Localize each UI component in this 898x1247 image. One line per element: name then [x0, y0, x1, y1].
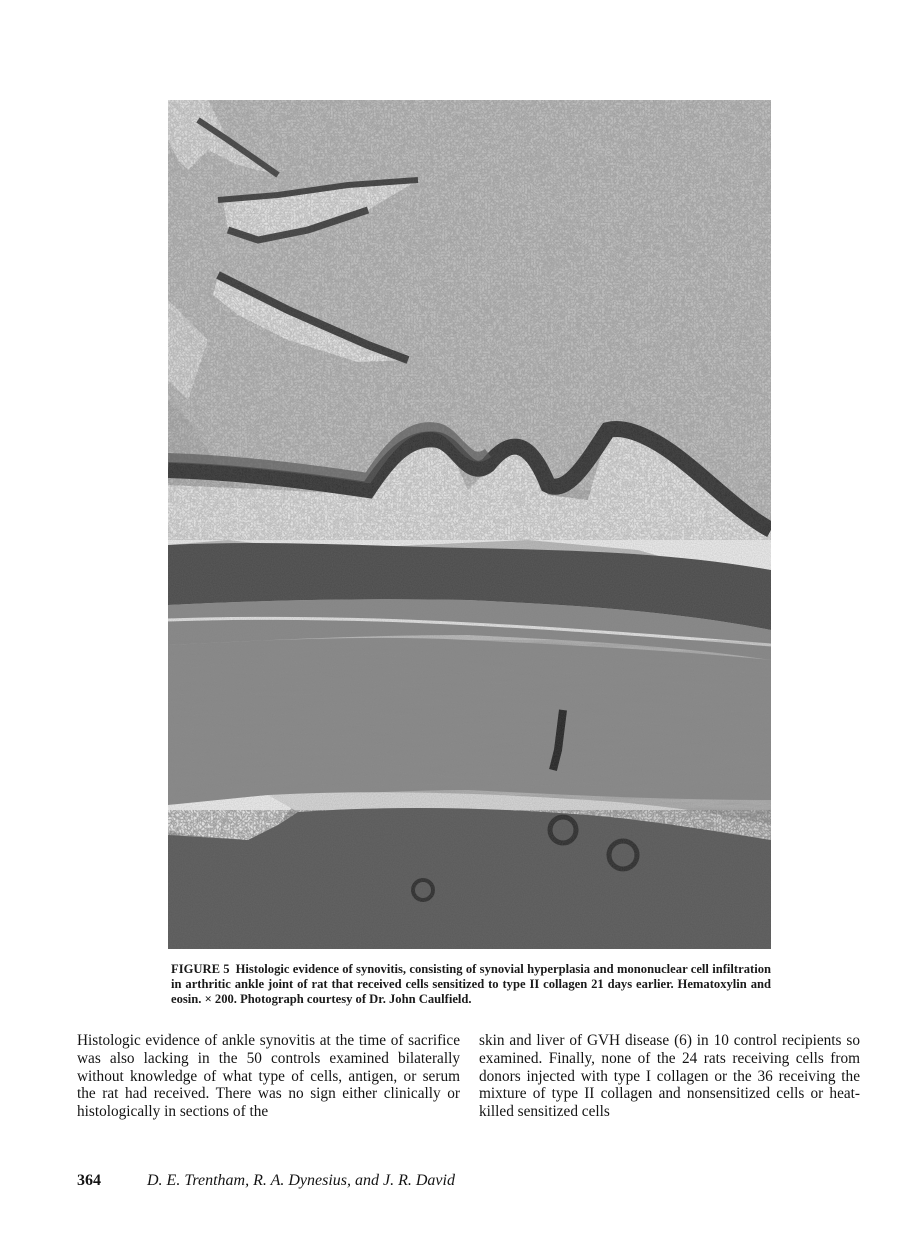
page-number: 364	[77, 1172, 101, 1189]
body-column-right	[479, 1032, 860, 1121]
paragraph-left: Histologic evidence of ankle synovitis at the time of sacrifice was also lacking in the 50 controls examined bilaterally without knowledge of what type of cells, antigen, or serum the rat had received. There was no sign either clinically or histologically in sections of the	[77, 1032, 460, 1121]
figure-caption	[171, 962, 771, 1007]
body-column-left	[77, 1032, 460, 1121]
figure-label: FIGURE 5	[171, 962, 230, 976]
paragraph-right: skin and liver of GVH disease (6) in 10 control recipients so examined. Finally, none of the 24 rats receiving cells from donors injected with type I collagen or the 36 receiving the mixture of type II collagen and nonsensitized cells or heat-killed sensitized cells	[479, 1032, 860, 1121]
micrograph-image	[168, 100, 771, 949]
running-authors: D. E. Trentham, R. A. Dynesius, and J. R. David	[147, 1172, 455, 1189]
figure-5-micrograph	[168, 100, 771, 949]
figure-caption-text: Histologic evidence of synovitis, consisting of synovial hyperplasia and mononuclear cell infiltration in arthritic ankle joint of rat that received cells sensitized to type II collagen 21 days earlier. Hematoxylin and eosin. × 200. Photograph courtesy of Dr. John Caulfield.	[171, 962, 771, 1006]
